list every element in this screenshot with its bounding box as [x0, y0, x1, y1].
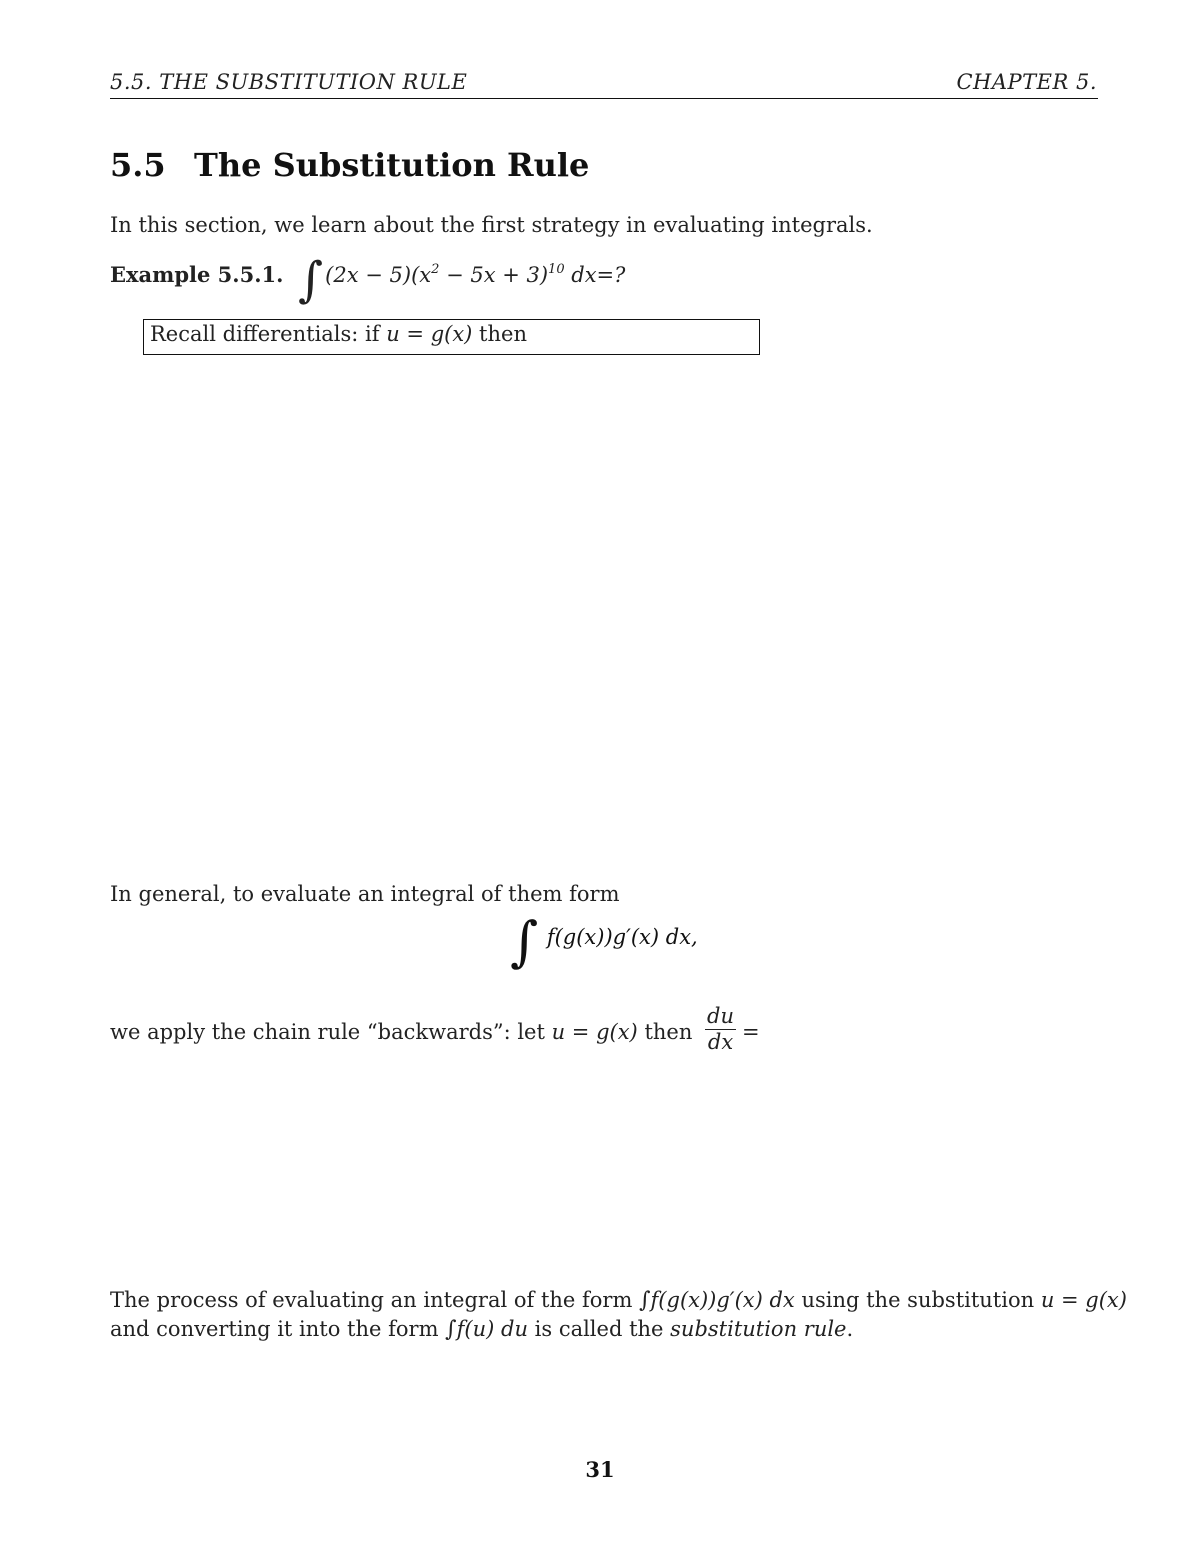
chain-text-a: we apply the chain rule “backwards”: let: [110, 1020, 552, 1045]
header-rule: [110, 98, 1098, 99]
recall-differentials-box: [143, 319, 760, 355]
intro-paragraph: In this section, we learn about the first strategy in evaluating integrals.: [110, 213, 873, 237]
substitution-rule-term: substitution rule: [670, 1317, 847, 1341]
process-text-c: and converting it into the form: [110, 1317, 446, 1341]
general-paragraph: In general, to evaluate an integral of them form: [110, 882, 620, 906]
process-math-3: f(u) du: [456, 1317, 528, 1341]
process-text-d: is called the: [527, 1317, 671, 1341]
recall-text-a: Recall differentials: if: [150, 322, 387, 346]
section-number: 5.5: [110, 146, 166, 184]
example-label: Example 5.5.1.: [110, 262, 284, 287]
process-line-2: [110, 1315, 853, 1346]
exponent-2: 2: [431, 262, 440, 277]
chain-text-b: then: [637, 1020, 700, 1045]
process-period: .: [846, 1317, 854, 1341]
recall-text-b: then: [472, 322, 527, 346]
example-5-5-1: Example 5.5.1. $\int(2x - 5)(x^2 - 5x + 3)^{10}$ dx=?: [110, 252, 626, 308]
process-math-2: u = g(x): [1040, 1288, 1127, 1312]
section-title: The Substitution Rule: [194, 146, 590, 184]
fraction-numerator: du: [705, 1004, 736, 1030]
recall-math: u = g(x): [386, 322, 473, 346]
section-heading: [110, 146, 589, 184]
display-integrand: f(g(x))g′(x) dx,: [546, 925, 698, 949]
example-integrand: [325, 263, 625, 287]
integrand-part-c: dx=?: [564, 263, 626, 287]
integrand-part-b: − 5x + 3): [439, 263, 549, 287]
process-text-b: using the substitution: [794, 1288, 1041, 1312]
inline-integral-symbol-2: ∫: [445, 1317, 457, 1342]
process-math-1: f(g(x))g′(x) dx: [650, 1288, 795, 1312]
chain-math: u = g(x): [551, 1020, 638, 1045]
integrand-part-a: (2x − 5)(x: [325, 263, 432, 287]
process-text-a: The process of evaluating an integral of the form: [110, 1288, 640, 1312]
inline-integral-symbol: ∫: [639, 1288, 651, 1313]
chain-rule-line: [110, 1004, 760, 1059]
fraction-denominator: dx: [707, 1030, 734, 1055]
process-line-1: [110, 1286, 1127, 1317]
equals-sign: =: [742, 1020, 760, 1045]
page-number: 31: [585, 1457, 615, 1482]
running-header-right: CHAPTER 5.: [956, 70, 1097, 94]
display-equation: ∫ f(g(x))g′(x) dx,: [510, 910, 698, 973]
du-dx-fraction: [705, 1004, 736, 1055]
exponent-10: 10: [548, 262, 565, 277]
running-header-left: 5.5. THE SUBSTITUTION RULE: [110, 70, 468, 94]
